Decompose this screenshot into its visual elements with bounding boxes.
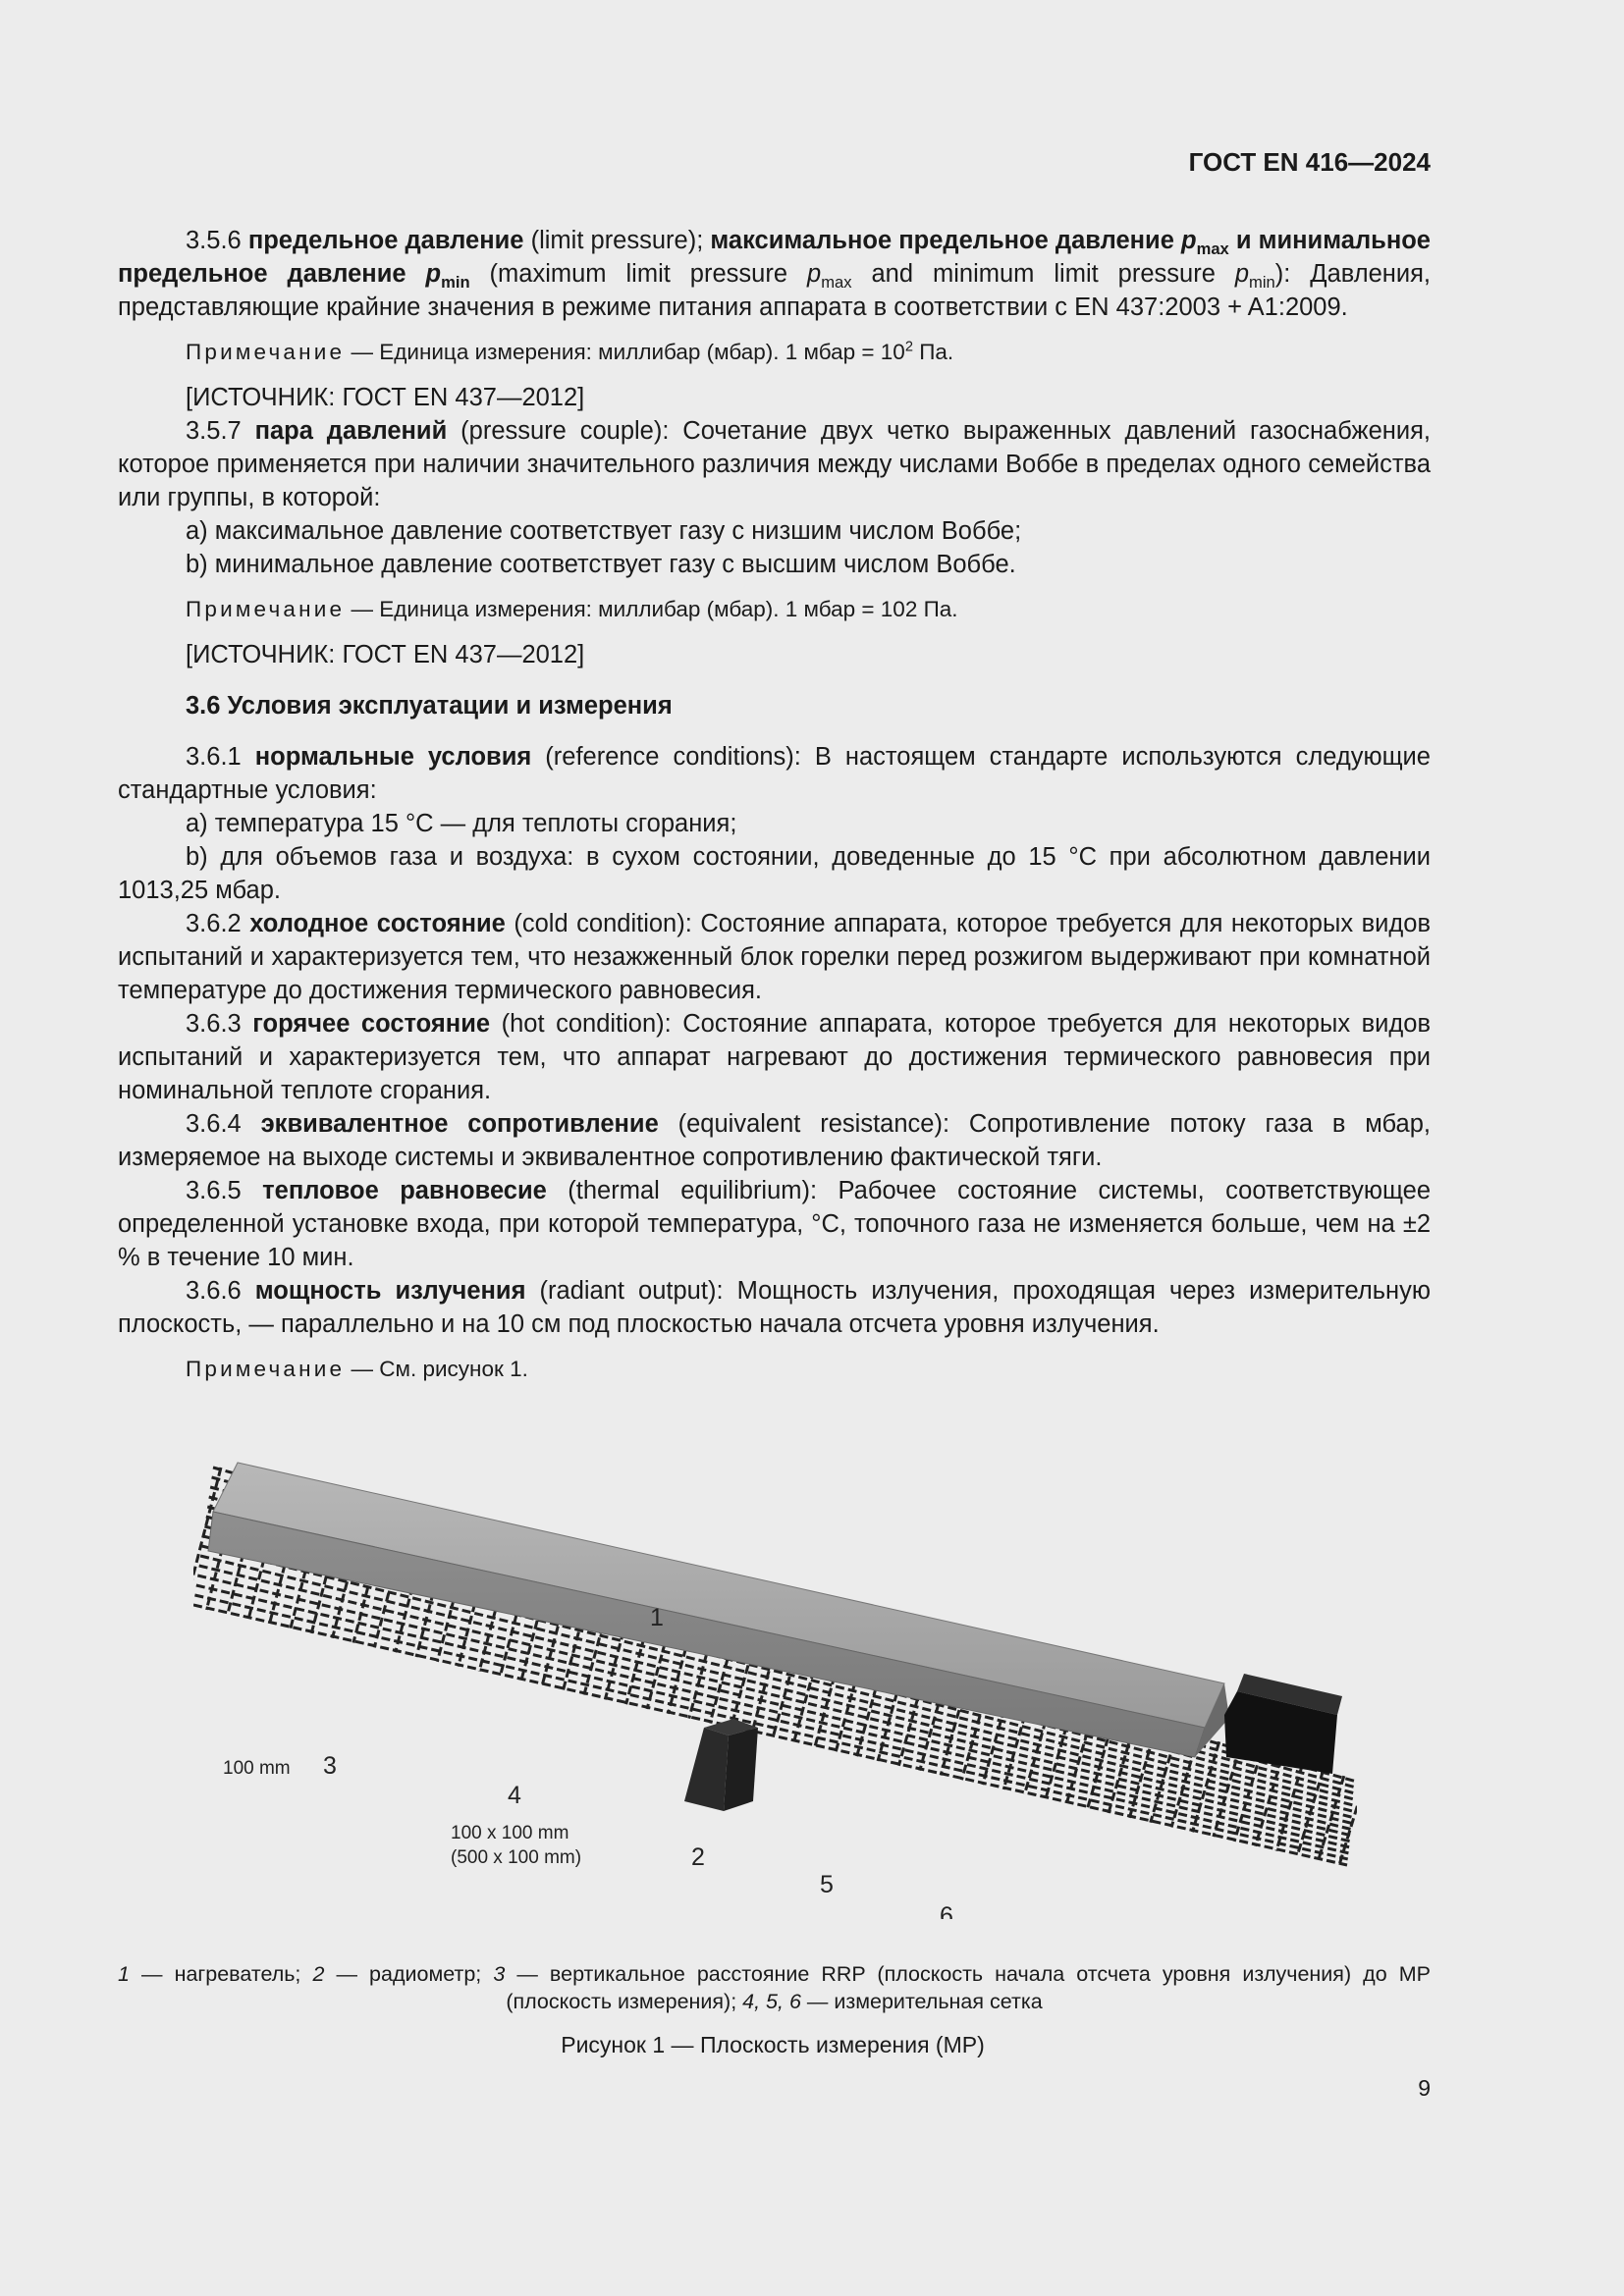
grid-line <box>1214 1747 1240 1837</box>
clause-3-6-4: 3.6.4 эквивалентное сопротивление (equivalent resistance): Сопротивление потоку газа в мбар, измеряемое на выходе системы и эквивалентное сопротивлению фактической тяги. <box>118 1110 1431 1171</box>
figure-measurement-plane <box>193 1458 1357 1919</box>
label-3-prefix: 100 mm <box>223 1758 291 1779</box>
document-body <box>118 224 1431 1398</box>
label-3: 3 <box>323 1752 337 1780</box>
clause-3-6-3: 3.6.3 горячее состояние (hot condition): Состояние аппарата, которое требуется для некоторых видов испытаний и характеризуется тем, что аппарат нагревают до достижения термического равновесия при номинальной теплоте сгорания. <box>118 1010 1431 1104</box>
label-4-line1: 100 x 100 mm <box>451 1823 569 1843</box>
clause-3-6-6: 3.6.6 мощность излучения (radiant output): Мощность излучения, проходящая через измерительную плоскость, — параллельно и на 10 см под плоскостью начала отсчета уровня излучения. <box>118 1277 1431 1338</box>
label-4-line2: (500 x 100 mm) <box>451 1847 582 1868</box>
note-3: Примечание — См. рисунок 1. <box>186 1357 528 1381</box>
figure-legend: 1 — нагреватель; 2 — радиометр; 3 — вертикальное расстояние RRP (плоскость начала отсчета уровня излучения) до MP (плоскость измерения); 4, 5, 6 — измерительная сетка <box>118 1962 1431 2013</box>
clause-3-5-7: 3.5.7 пара давлений (pressure couple): Сочетание двух четко выраженных давлений газоснабжения, которое применяется при наличии значительного различия между числами Воббе в пределах одного семейства или группы, в которой: <box>118 417 1431 511</box>
label-2: 2 <box>691 1843 705 1871</box>
label-5: 5 <box>820 1871 834 1898</box>
grid-line <box>1276 1765 1303 1851</box>
grid-line <box>1234 1753 1261 1842</box>
list-item: b) для объемов газа и воздуха: в сухом состоянии, доведенные до 15 °C при абсолютном давлении 1013,25 мбар. <box>118 843 1431 904</box>
clause-3-5-6: 3.5.6 предельное давление (limit pressure); максимальное предельное давление $p_{max}$ и минимальное предельное давление $p_{min}$ (maximum limit pressure $p_{max}$ and minimum limit pressure $p_{min}$): Давления, представляющие крайние значения в режиме питания аппарата в соответствии с EN 437:2003 + A1:2009. <box>118 227 1431 321</box>
note-1: Примечание — Единица измерения: миллибар (мбар). 1 мбар = $10^2$ Па. <box>186 339 954 364</box>
list-item: a) температура 15 °C — для теплоты сгорания; <box>186 810 737 837</box>
figure-title: Рисунок 1 — Плоскость измерения (МР) <box>561 2032 985 2057</box>
list-item: b) минимальное давление соответствует газу с высшим числом Воббе. <box>186 551 1016 578</box>
list-item: a) максимальное давление соответствует газу с низшим числом Воббе; <box>186 517 1022 545</box>
label-4: 4 <box>508 1782 521 1809</box>
page-number: 9 <box>1418 2075 1431 2101</box>
clause-3-6-1: 3.6.1 нормальные условия (reference conditions): В настоящем стандарте используются следующие стандартные условия: <box>118 743 1431 804</box>
figure-drawing <box>193 1458 1357 1919</box>
radiometer <box>684 1728 729 1811</box>
source-2: [ИСТОЧНИК: ГОСТ EN 437—2012] <box>186 641 585 668</box>
document-id: ГОСТ EN 416—2024 <box>1188 147 1431 177</box>
clause-3-6-2: 3.6.2 холодное состояние (cold condition): Состояние аппарата, которое требуется для некоторых видов испытаний и характеризуется тем, что незажженный блок горелки перед розжигом выдерживают при комнатной температуре до достижения термического равновесия. <box>118 910 1431 1004</box>
radiometer-side <box>724 1728 758 1811</box>
note-2: Примечание — Единица измерения: миллибар (мбар). 1 мбар = 102 Па. <box>186 597 958 621</box>
source-1: [ИСТОЧНИК: ГОСТ EN 437—2012] <box>186 384 585 411</box>
label-1: 1 <box>650 1604 664 1631</box>
clause-3-6-5: 3.6.5 тепловое равновесие (thermal equilibrium): Рабочее состояние системы, соответствующее определенной установке входа, при которой температура, °C, топочного газа не изменяется больше, чем на ±2 % в течение 10 мин. <box>118 1177 1432 1271</box>
section-heading-3-6: 3.6 Условия эксплуатации и измерения <box>186 692 673 720</box>
label-6: 6 <box>940 1902 953 1919</box>
